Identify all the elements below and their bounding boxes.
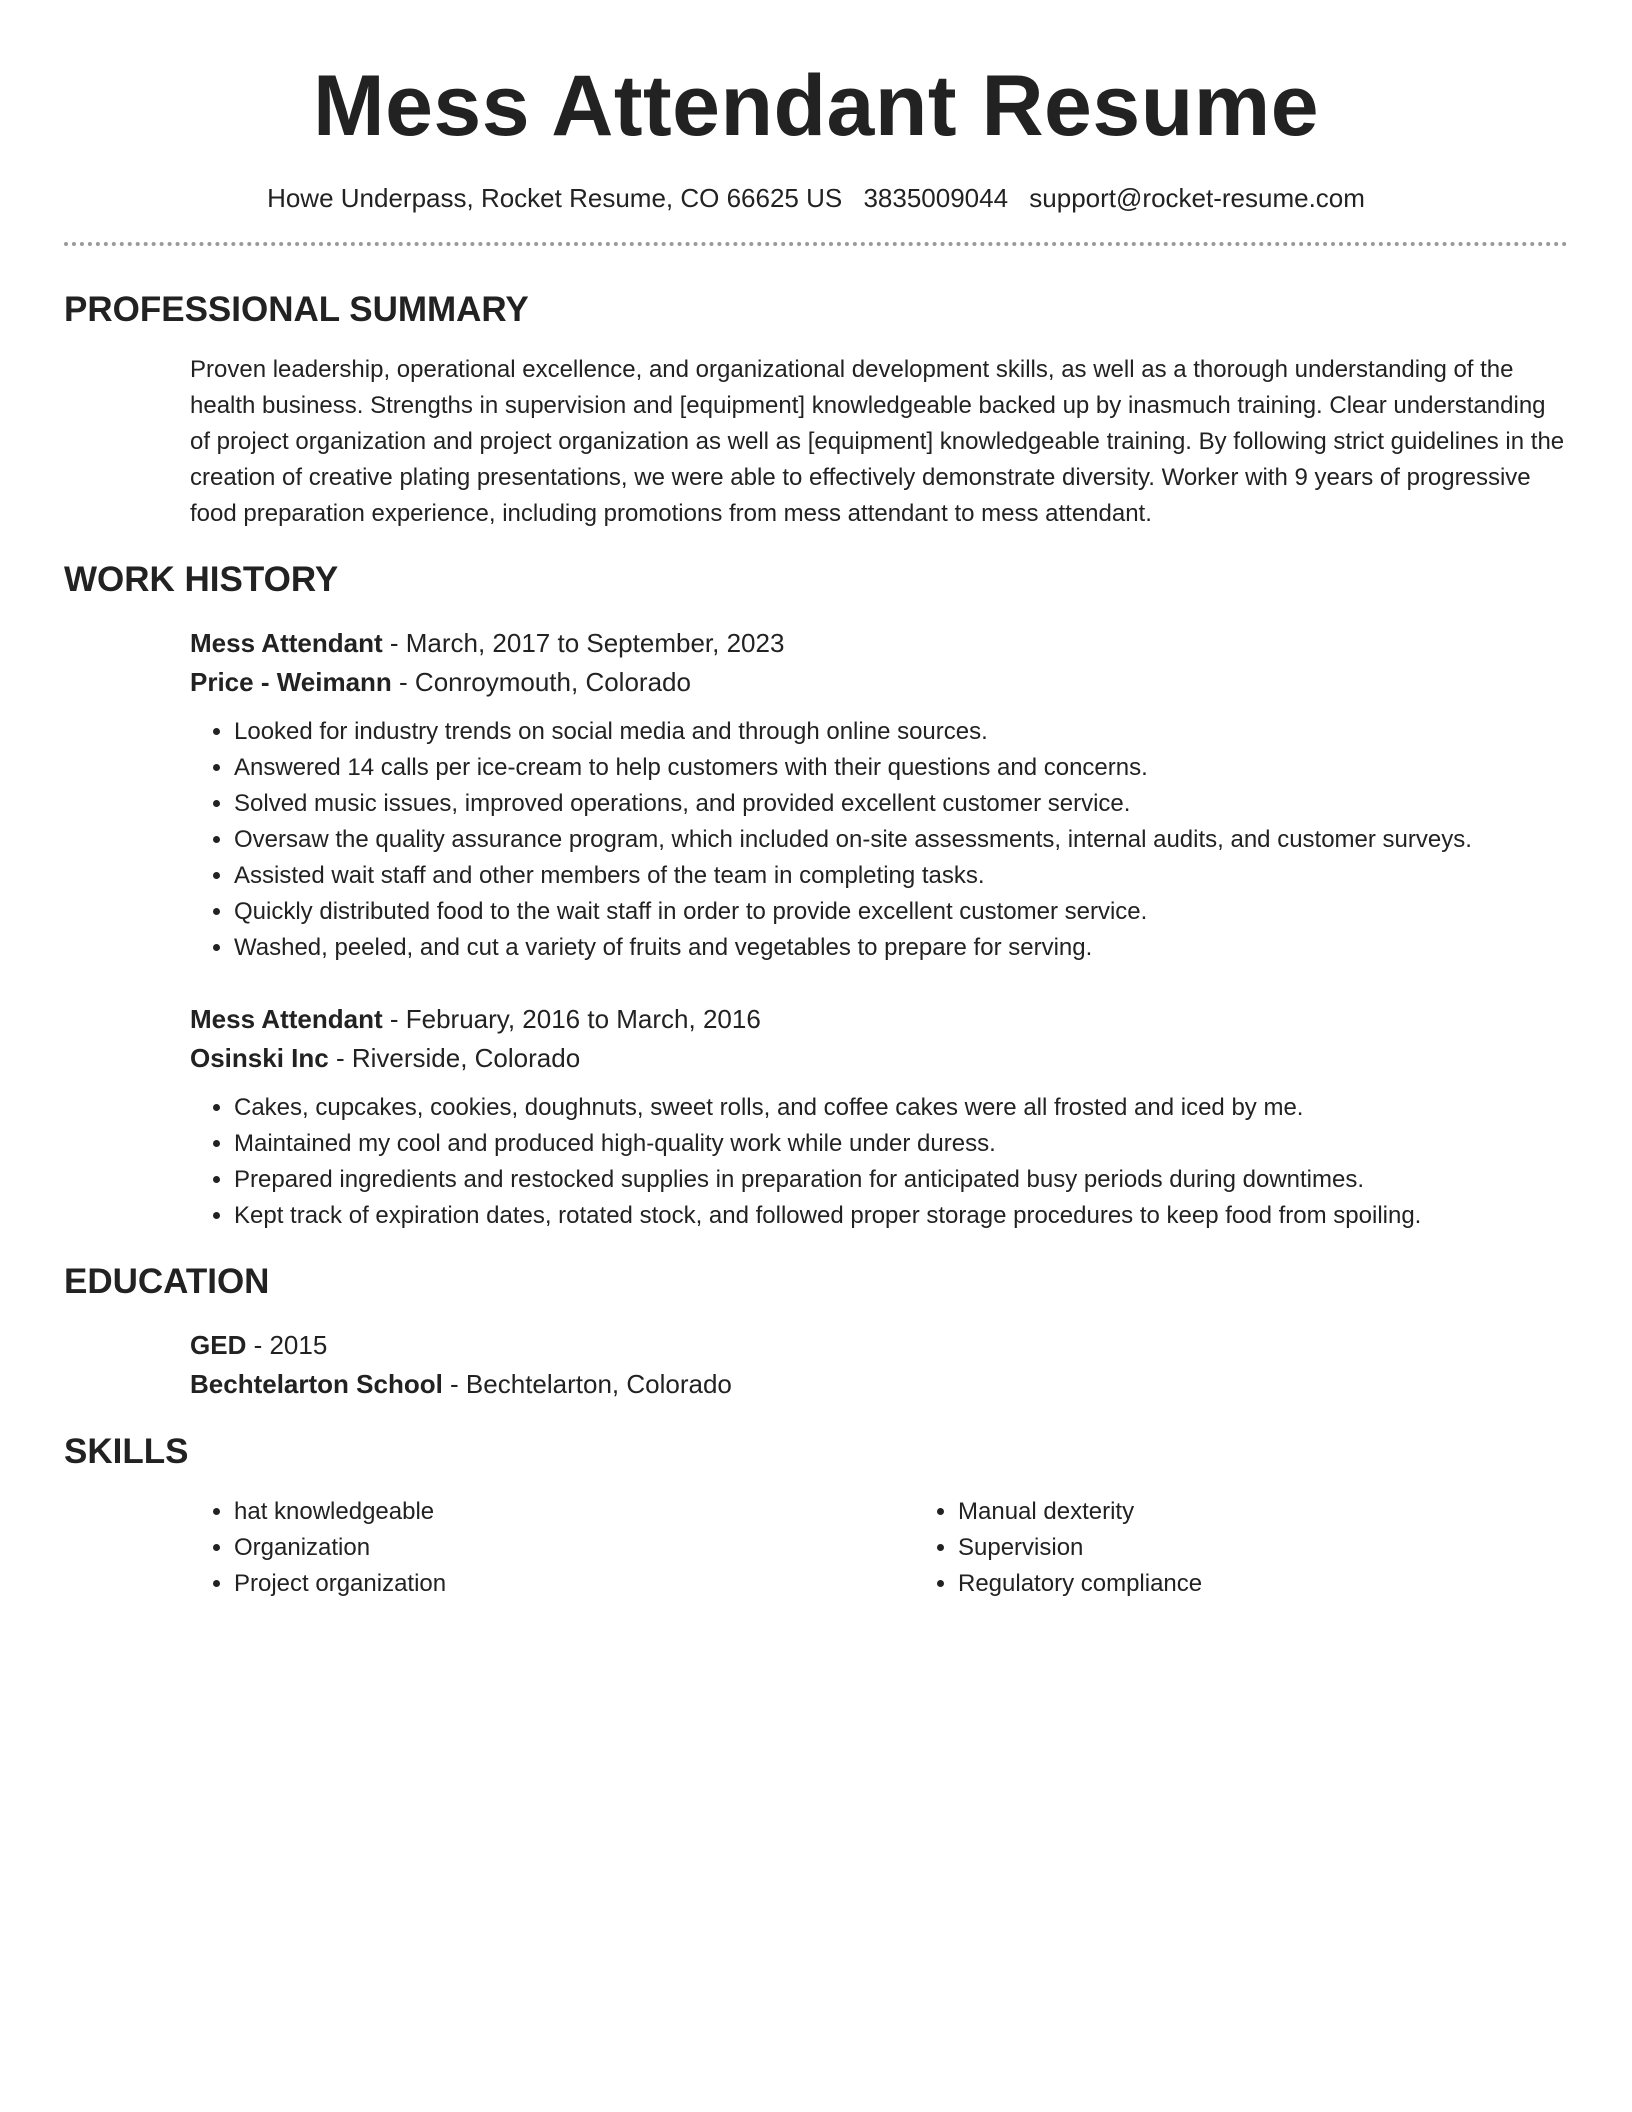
list-item: • Oversaw the quality assurance program, which included on-site assessments, internal audits, and customer surveys. [234,822,1568,858]
skill-item: • Manual dexterity [958,1494,1632,1530]
skills-grid [190,1494,1568,1602]
education-degree: GED [190,1330,247,1360]
job-title: Mess Attendant [190,628,383,658]
skill-item: • Organization [234,1530,914,1566]
education-entry [190,1326,1568,1404]
job-duties-list [190,714,1568,966]
job-company-line [190,1039,1568,1078]
skill-item: • Project organization [234,1566,914,1602]
job-company: Price - Weimann [190,667,392,697]
list-item: • Maintained my cool and produced high-quality work while under duress. [234,1126,1568,1162]
list-item: • Looked for industry trends on social media and through online sources. [234,714,1568,750]
job-entry [190,1000,1568,1234]
skills-list-right [914,1494,1632,1602]
skills-list-left [190,1494,914,1602]
education-heading: EDUCATION [64,1262,270,1301]
contact-phone: 3835009044 [863,183,1009,213]
job-dates: - February, 2016 to March, 2016 [382,1004,761,1034]
list-item: • Cakes, cupcakes, cookies, doughnuts, sweet rolls, and coffee cakes were all frosted and iced by me. [234,1090,1568,1126]
skill-item: • Regulatory compliance [958,1566,1632,1602]
list-item: • Prepared ingredients and restocked supplies in preparation for anticipated busy periods during downtimes. [234,1162,1568,1198]
skill-item: • Supervision [958,1530,1632,1566]
header-divider [64,242,1568,246]
list-item: • Answered 14 calls per ice-cream to help customers with their questions and concerns. [234,750,1568,786]
skill-item: • hat knowledgeable [234,1494,914,1530]
education-school-line [190,1365,1568,1404]
contact-email: support@rocket-resume.com [1029,183,1365,213]
job-company: Osinski Inc [190,1043,329,1073]
list-item: • Washed, peeled, and cut a variety of fruits and vegetables to prepare for serving. [234,930,1568,966]
job-dates: - March, 2017 to September, 2023 [382,628,785,658]
job-title: Mess Attendant [190,1004,383,1034]
summary-heading: PROFESSIONAL SUMMARY [64,290,529,329]
job-title-line [190,1000,1568,1039]
list-item: • Quickly distributed food to the wait staff in order to provide excellent customer service. [234,894,1568,930]
job-entry [190,624,1568,966]
job-duties-list [190,1090,1568,1234]
contact-address: Howe Underpass, Rocket Resume, CO 66625 US [267,183,843,213]
skills-heading: SKILLS [64,1432,189,1471]
summary-text: Proven leadership, operational excellence, and organizational development skills, as well as a thorough understanding of the health business. Strengths in supervision and [equipment] knowledgeable backed up by inasmuch training. Clear understanding of project organization and project organization as well as [equipment] knowledgeable training. By following strict guidelines in the creation of creative plating presentations, we were able to effectively demonstrate diversity. Worker with 9 years of progressive food preparation experience, including promotions from mess attendant to mess attendant. [190,356,1565,527]
resume-title: Mess Attendant Resume [312,58,1320,154]
list-item: • Solved music issues, improved operations, and provided excellent customer service. [234,786,1568,822]
contact-line [64,182,1568,214]
education-school: Bechtelarton School [190,1369,443,1399]
list-item: • Kept track of expiration dates, rotated stock, and followed proper storage procedures to keep food from spoiling. [234,1198,1568,1234]
education-year: - 2015 [246,1330,328,1360]
job-title-line [190,624,1568,663]
job-location: - Riverside, Colorado [328,1043,581,1073]
education-location: - Bechtelarton, Colorado [442,1369,732,1399]
education-degree-line [190,1326,1568,1365]
job-company-line [190,663,1568,702]
job-location: - Conroymouth, Colorado [391,667,691,697]
work-history-heading: WORK HISTORY [64,560,339,599]
list-item: • Assisted wait staff and other members of the team in completing tasks. [234,858,1568,894]
